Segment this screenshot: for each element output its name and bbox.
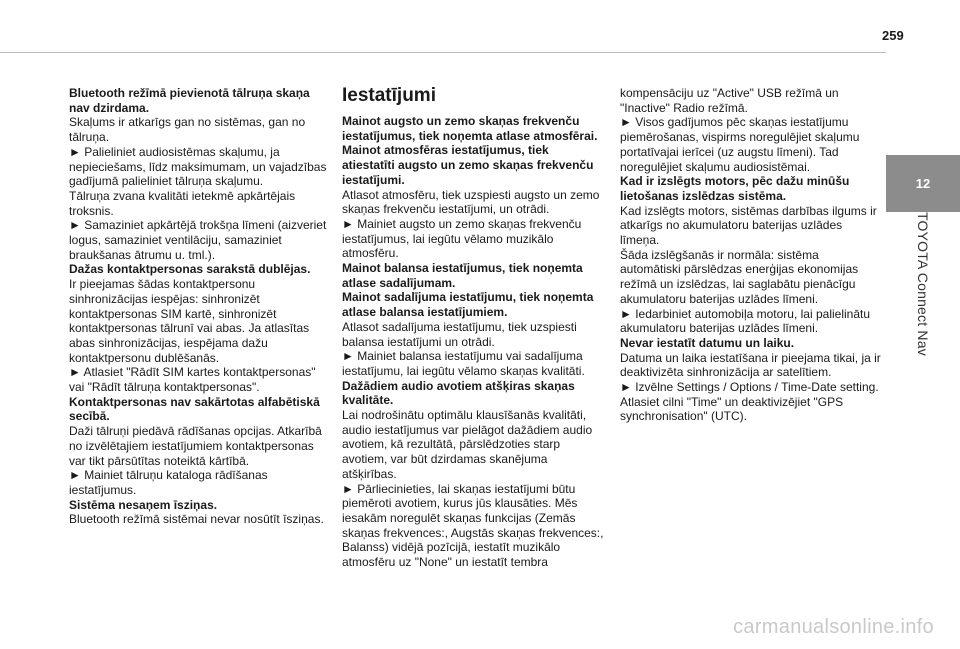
paragraph: Daži tālruņi piedāvā rādīšanas opcijas. Atkarībā no izvēlētajiem iestatījumiem kontaktpersonas var tikt pārsūtītas noteiktā kārtībā. [69, 424, 322, 468]
paragraph: Ir pieejamas šādas kontaktpersonu sinhronizācijas iespējas: sinhronizēt kontaktpersonas SIM kartē, sinhronizēt kontaktpersonas tālrunī vai abas. Ja atlasītas abas sinhronizācijas, iespējama dažu kontaktpersonu dublēšanās. [69, 277, 310, 365]
paragraph: ► Pārliecinieties, lai skaņas iestatījumi būtu piemēroti avotiem, kurus jūs klausāties. Mēs iesakām noregulēt skaņas funkcijas (Zemās skaņas frekvences:, Augstās skaņas frekvences:, Balanss) vidējā pozīcijā, iestatīt muzikālo atmosfēru uz "None" un iestatīt tembra [342, 481, 604, 570]
page-number: 259 [882, 28, 904, 43]
paragraph-heading: Dažas kontaktpersonas sarakstā dublējas. [69, 262, 311, 277]
paragraph-heading: Nevar iestatīt datumu un laiku. [620, 335, 795, 350]
paragraph-heading: Mainot balansa iestatījumus, tiek noņemta atlase sadalījumam. [342, 261, 583, 290]
paragraph-heading: Sistēma nesaņem īsziņas. [69, 497, 218, 512]
column-1 [69, 86, 331, 527]
paragraph-heading: Mainot augsto un zemo skaņas frekvenču iestatījumus, tiek noņemta atlase atmosfērai. [342, 114, 598, 143]
chapter-tab [886, 155, 960, 212]
chapter-number: 12 [915, 176, 931, 191]
paragraph: Lai nodrošinātu optimālu klausīšanās kvalitāti, audio iestatījumus var pielāgot dažādiem audio avotiem, kā rezultātā, pārslēdzoties starp avotiem, var būt dzirdamas skanējuma atšķirības. [342, 408, 593, 481]
paragraph-heading: Dažādiem audio avotiem atšķiras skaņas kvalitāte. [342, 378, 575, 408]
watermark: carmanualsonline.info [733, 616, 934, 638]
paragraph-heading: Mainot atmosfēras iestatījumus, tiek atiestatīti augsto un zemo skaņas frekvenču iestatījumi. [342, 143, 594, 187]
column-3 [620, 86, 882, 424]
paragraph: ► Visos gadījumos pēc skaņas iestatījumu piemērošanas, vispirms noregulējiet skaļumu portatīvajai ierīcei (uz augstu līmeni). Tad noregulējiet skaļumu audiosistēmai. [620, 115, 860, 174]
paragraph: Tālruņa zvana kvalitāti ietekmē apkārtējais troksnis. [69, 188, 296, 218]
paragraph: ► Izvēlne Settings / Options / Time-Date setting. Atlasiet cilni "Time" un deaktivizējiet "GPS synchronisation" (UTC). [620, 380, 879, 424]
paragraph: Bluetooth režīmā sistēmai nevar nosūtīt īsziņas. [69, 512, 324, 527]
column-2 [342, 86, 604, 570]
paragraph-heading: Bluetooth režīmā pievienotā tālruņa skaņa nav dzirdama. [69, 86, 310, 115]
paragraph: ► Atlasiet "Rādīt SIM kartes kontaktpersonas" vai "Rādīt tālruņa kontaktpersonas". [69, 365, 316, 395]
paragraph: ► Iedarbiniet automobiļa motoru, lai palielinātu akumulatoru baterijas uzlādes līmeni. [620, 306, 871, 336]
column-2-body [342, 114, 604, 570]
paragraph: ► Mainiet balansa iestatījumu vai sadalījuma iestatījumu, lai iegūtu vēlamo skaņas kvalitāti. [342, 349, 585, 378]
paragraph: ► Samaziniet apkārtējā trokšņa līmeni (aizveriet logus, samaziniet ventilāciju, samaziniet braukšanas ātrumu u. tml.). [69, 218, 327, 262]
paragraph: Šāda izslēgšanās ir normāla: sistēma automātiski pārslēdzas enerģijas ekonomijas režīmā un izslēdzas, lai saglabātu pienācīgu akumulatoru baterijas uzlādes līmeni. [620, 247, 859, 306]
paragraph: Skaļums ir atkarīgs gan no sistēmas, gan no tālruņa. [69, 115, 306, 145]
header-divider [0, 52, 886, 53]
paragraph: Kad izslēgts motors, sistēmas darbības ilgums ir atkarīgs no akumulatoru baterijas uzlādes līmeņa. [620, 203, 877, 248]
chapter-title: TOYOTA Connect Nav [915, 212, 931, 356]
section-title: Iestatījumi [342, 85, 436, 106]
chapter-title-vertical [886, 212, 960, 432]
paragraph: Atlasot sadalījuma iestatījumu, tiek uzspiesti balansa iestatījumi un otrādi. [342, 319, 577, 349]
paragraph: ► Palieliniet audiosistēmas skaļumu, ja nepieciešams, līdz maksimumam, un vajadzības gadījumā palieliniet tālruņa skaļumu. [69, 144, 327, 189]
paragraph-heading: Kad ir izslēgts motors, pēc dažu minūšu lietošanas izslēdzas sistēma. [620, 174, 850, 203]
paragraph: ► Mainiet tālruņu kataloga rādīšanas iestatījumus. [69, 468, 268, 497]
paragraph: Datuma un laika iestatīšana ir pieejama tikai, ja ir deaktivizēta sinhronizācija ar satelītiem. [620, 350, 881, 380]
paragraph-heading: Kontaktpersonas nav sakārtotas alfabētiskā secībā. [69, 394, 320, 424]
paragraph: kompensāciju uz "Active" USB režīmā un "Inactive" Radio režīmā. [620, 86, 839, 115]
paragraph: ► Mainiet augsto un zemo skaņas frekvenču iestatījumus, lai iegūtu vēlamo muzikālo atmosfēru. [342, 216, 582, 261]
paragraph: Atlasot atmosfēru, tiek uzspiesti augsto un zemo skaņas frekvenču iestatījumi, un otrādi. [342, 187, 600, 217]
paragraph-heading: Mainot sadalījuma iestatījumu, tiek noņemta atlase balansa iestatījumiem. [342, 290, 594, 320]
